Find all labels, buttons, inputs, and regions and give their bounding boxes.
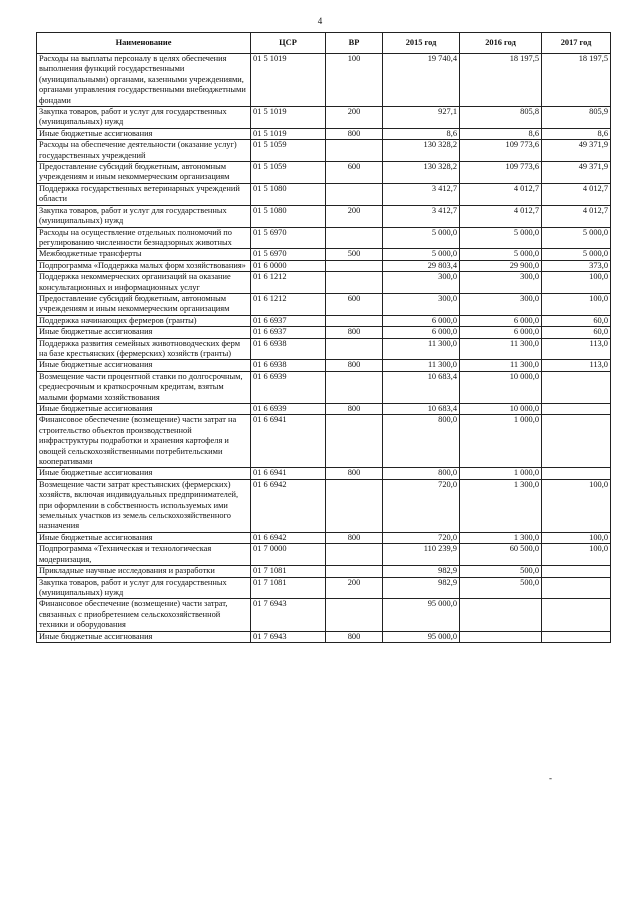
cell-2015: 29 803,4 [383,260,460,271]
cell-name: Подпрограмма «Техническая и технологическая модернизация, [37,544,251,566]
cell-csr: 01 6 6938 [251,360,326,371]
cell-2015: 6 000,0 [383,315,460,326]
budget-table [36,32,611,643]
cell-csr: 01 6 6939 [251,404,326,415]
table-row [37,371,611,403]
table-row [37,227,611,249]
cell-vr: 600 [326,162,383,184]
cell-vr [326,415,383,468]
table-row [37,272,611,294]
cell-2017: 100,0 [542,293,611,315]
cell-2017: 805,9 [542,107,611,129]
table-row [37,162,611,184]
cell-name: Расходы на осуществление отдельных полномочий по регулированию численности безнадзорных животных [37,227,251,249]
cell-vr: 800 [326,468,383,479]
cell-2015: 5 000,0 [383,227,460,249]
cell-name: Иные бюджетные ассигнования [37,404,251,415]
cell-2015: 800,0 [383,468,460,479]
table-row [37,205,611,227]
cell-vr: 200 [326,577,383,599]
cell-2017: 60,0 [542,327,611,338]
cell-2016: 5 000,0 [460,249,542,260]
cell-2017 [542,566,611,577]
table-row [37,599,611,631]
table-row [37,338,611,360]
cell-csr: 01 6 6939 [251,371,326,403]
cell-2016: 1 000,0 [460,468,542,479]
table-row [37,327,611,338]
cell-csr: 01 6 0000 [251,260,326,271]
cell-csr: 01 7 1081 [251,577,326,599]
table-row [37,183,611,205]
table-row [37,360,611,371]
cell-csr: 01 5 1080 [251,183,326,205]
header-2017: 2017 год [542,33,611,54]
cell-name: Прикладные научные исследования и разработки [37,566,251,577]
cell-csr: 01 6 6942 [251,479,326,532]
cell-name: Иные бюджетные ассигнования [37,360,251,371]
cell-2016: 18 197,5 [460,54,542,107]
cell-2017 [542,577,611,599]
cell-vr [326,272,383,294]
cell-vr: 200 [326,205,383,227]
cell-2015: 95 000,0 [383,599,460,631]
cell-2017: 100,0 [542,479,611,532]
cell-name: Возмещение части процентной ставки по долгосрочным, среднесрочным и краткосрочным кредитам, взятым малыми формами хозяйствования [37,371,251,403]
cell-2017: 100,0 [542,272,611,294]
cell-2016: 8,6 [460,128,542,139]
cell-2015: 130 328,2 [383,140,460,162]
table-row [37,293,611,315]
table-body [37,54,611,643]
cell-name: Иные бюджетные ассигнования [37,128,251,139]
cell-2016: 5 000,0 [460,227,542,249]
table-row [37,249,611,260]
cell-2016: 500,0 [460,577,542,599]
table-row [37,54,611,107]
cell-2016: 60 500,0 [460,544,542,566]
cell-name: Расходы на выплаты персоналу в целях обеспечения выполнения функций государственными (муниципальными) органами, казенными учреждениями, органами управления государственными внебюджетными фондами [37,54,251,107]
cell-name: Финансовое обеспечение (возмещение) части затрат на строительство объектов производственной инфраструктуры подработки и хранения картофеля и овощей сельскохозяйственными потребительскими кооперативами [37,415,251,468]
cell-2017: 60,0 [542,315,611,326]
cell-name: Иные бюджетные ассигнования [37,327,251,338]
cell-name: Возмещение части затрат крестьянских (фермерских) хозяйств, включая индивидуальных предпринимателей, при оформлении в собственность используемых ими земельных участков из земель сельскохозяйственного назначения [37,479,251,532]
cell-2015: 19 740,4 [383,54,460,107]
cell-vr: 800 [326,128,383,139]
cell-2017 [542,415,611,468]
cell-2016 [460,631,542,642]
table-row [37,140,611,162]
cell-2017: 373,0 [542,260,611,271]
cell-2016: 11 300,0 [460,338,542,360]
cell-name: Закупка товаров, работ и услуг для государственных (муниципальных) нужд [37,205,251,227]
cell-csr: 01 6 6942 [251,532,326,543]
cell-2017: 18 197,5 [542,54,611,107]
cell-2015: 8,6 [383,128,460,139]
cell-2017: 4 012,7 [542,183,611,205]
cell-2015: 927,1 [383,107,460,129]
table-row [37,532,611,543]
cell-vr [326,227,383,249]
table-row [37,415,611,468]
cell-name: Поддержка развития семейных животноводческих ферм на базе крестьянских (фермерских) хозяйств (гранты) [37,338,251,360]
cell-name: Предоставление субсидий бюджетным, автономным учреждениям и иным некоммерческим организациям [37,162,251,184]
table-row [37,577,611,599]
header-2015: 2015 год [383,33,460,54]
cell-vr: 800 [326,327,383,338]
cell-2016: 109 773,6 [460,162,542,184]
cell-2015: 110 239,9 [383,544,460,566]
cell-2015: 95 000,0 [383,631,460,642]
cell-name: Поддержка государственных ветеринарных учреждений области [37,183,251,205]
cell-csr: 01 5 6970 [251,249,326,260]
table-header-row [37,33,611,54]
cell-2015: 10 683,4 [383,404,460,415]
cell-2017: 5 000,0 [542,227,611,249]
cell-name: Межбюджетные трансферты [37,249,251,260]
cell-vr [326,183,383,205]
cell-2016: 10 000,0 [460,371,542,403]
cell-name: Закупка товаров, работ и услуг для государственных (муниципальных) нужд [37,577,251,599]
cell-vr: 800 [326,404,383,415]
cell-vr [326,371,383,403]
cell-2017: 49 371,9 [542,162,611,184]
cell-2015: 10 683,4 [383,371,460,403]
cell-name: Расходы на обеспечение деятельности (оказание услуг) государственных учреждений [37,140,251,162]
cell-csr: 01 5 1080 [251,205,326,227]
cell-vr [326,140,383,162]
cell-csr: 01 6 6938 [251,338,326,360]
header-vr: ВР [326,33,383,54]
table-row [37,479,611,532]
cell-2015: 800,0 [383,415,460,468]
table-row [37,566,611,577]
cell-2017: 100,0 [542,532,611,543]
cell-name: Иные бюджетные ассигнования [37,631,251,642]
header-name: Наименование [37,33,251,54]
cell-2017: 49 371,9 [542,140,611,162]
cell-2015: 720,0 [383,532,460,543]
cell-name: Иные бюджетные ассигнования [37,532,251,543]
cell-csr: 01 6 6941 [251,415,326,468]
cell-csr: 01 7 0000 [251,544,326,566]
cell-vr: 800 [326,532,383,543]
table-row [37,107,611,129]
cell-2015: 3 412,7 [383,205,460,227]
cell-2015: 5 000,0 [383,249,460,260]
cell-csr: 01 5 1059 [251,162,326,184]
cell-csr: 01 6 1212 [251,272,326,294]
cell-2016: 6 000,0 [460,315,542,326]
cell-2017: 5 000,0 [542,249,611,260]
cell-2016: 1 300,0 [460,532,542,543]
cell-2015: 300,0 [383,293,460,315]
cell-2016: 109 773,6 [460,140,542,162]
cell-csr: 01 5 6970 [251,227,326,249]
cell-csr: 01 6 6941 [251,468,326,479]
table-row [37,468,611,479]
cell-2017: 4 012,7 [542,205,611,227]
cell-2017 [542,371,611,403]
cell-vr: 800 [326,631,383,642]
cell-2016: 805,8 [460,107,542,129]
cell-vr: 600 [326,293,383,315]
cell-2017 [542,599,611,631]
cell-2015: 720,0 [383,479,460,532]
table-row [37,404,611,415]
cell-2015: 982,9 [383,566,460,577]
cell-2015: 6 000,0 [383,327,460,338]
cell-vr: 100 [326,54,383,107]
header-2016: 2016 год [460,33,542,54]
cell-2015: 300,0 [383,272,460,294]
cell-vr [326,260,383,271]
cell-csr: 01 7 6943 [251,631,326,642]
cell-2017: 8,6 [542,128,611,139]
cell-2017: 113,0 [542,360,611,371]
cell-2016 [460,599,542,631]
table-row [37,128,611,139]
cell-name: Подпрограмма «Поддержка малых форм хозяйствования» [37,260,251,271]
page-number: 4 [317,16,323,26]
cell-csr: 01 6 1212 [251,293,326,315]
cell-name: Поддержка начинающих фермеров (гранты) [37,315,251,326]
cell-2015: 11 300,0 [383,338,460,360]
table-row [37,260,611,271]
table-row [37,544,611,566]
header-csr: ЦСР [251,33,326,54]
cell-csr: 01 6 6937 [251,315,326,326]
cell-csr: 01 5 1019 [251,107,326,129]
cell-vr: 200 [326,107,383,129]
cell-csr: 01 5 1019 [251,54,326,107]
cell-name: Финансовое обеспечение (возмещение) части затрат, связанных с приобретением сельскохозяйственной техники и оборудования [37,599,251,631]
cell-2017: 113,0 [542,338,611,360]
cell-2016: 1 300,0 [460,479,542,532]
cell-vr [326,544,383,566]
cell-2016: 500,0 [460,566,542,577]
cell-csr: 01 6 6937 [251,327,326,338]
cell-2016: 4 012,7 [460,183,542,205]
cell-vr [326,479,383,532]
cell-csr: 01 7 6943 [251,599,326,631]
cell-2017 [542,468,611,479]
cell-2017 [542,631,611,642]
cell-2016: 1 000,0 [460,415,542,468]
cell-vr [326,338,383,360]
cell-2016: 4 012,7 [460,205,542,227]
cell-vr: 800 [326,360,383,371]
cell-name: Предоставление субсидий бюджетным, автономным учреждениям и иным некоммерческим организациям [37,293,251,315]
cell-2017: 100,0 [542,544,611,566]
cell-2017 [542,404,611,415]
cell-2015: 3 412,7 [383,183,460,205]
cell-2016: 10 000,0 [460,404,542,415]
cell-name: Иные бюджетные ассигнования [37,468,251,479]
cell-vr: 500 [326,249,383,260]
cell-2016: 29 900,0 [460,260,542,271]
cell-2016: 300,0 [460,293,542,315]
cell-2015: 982,9 [383,577,460,599]
table-row [37,315,611,326]
cell-csr: 01 5 1059 [251,140,326,162]
cell-csr: 01 7 1081 [251,566,326,577]
cell-vr [326,315,383,326]
cell-csr: 01 5 1019 [251,128,326,139]
cell-name: Закупка товаров, работ и услуг для государственных (муниципальных) нужд [37,107,251,129]
cell-2015: 11 300,0 [383,360,460,371]
stray-mark: - [549,773,552,783]
cell-name: Поддержка некоммерческих организаций на оказание консультационных и информационных услуг [37,272,251,294]
cell-2015: 130 328,2 [383,162,460,184]
cell-2016: 300,0 [460,272,542,294]
table-row [37,631,611,642]
cell-2016: 6 000,0 [460,327,542,338]
cell-vr [326,599,383,631]
cell-vr [326,566,383,577]
cell-2016: 11 300,0 [460,360,542,371]
